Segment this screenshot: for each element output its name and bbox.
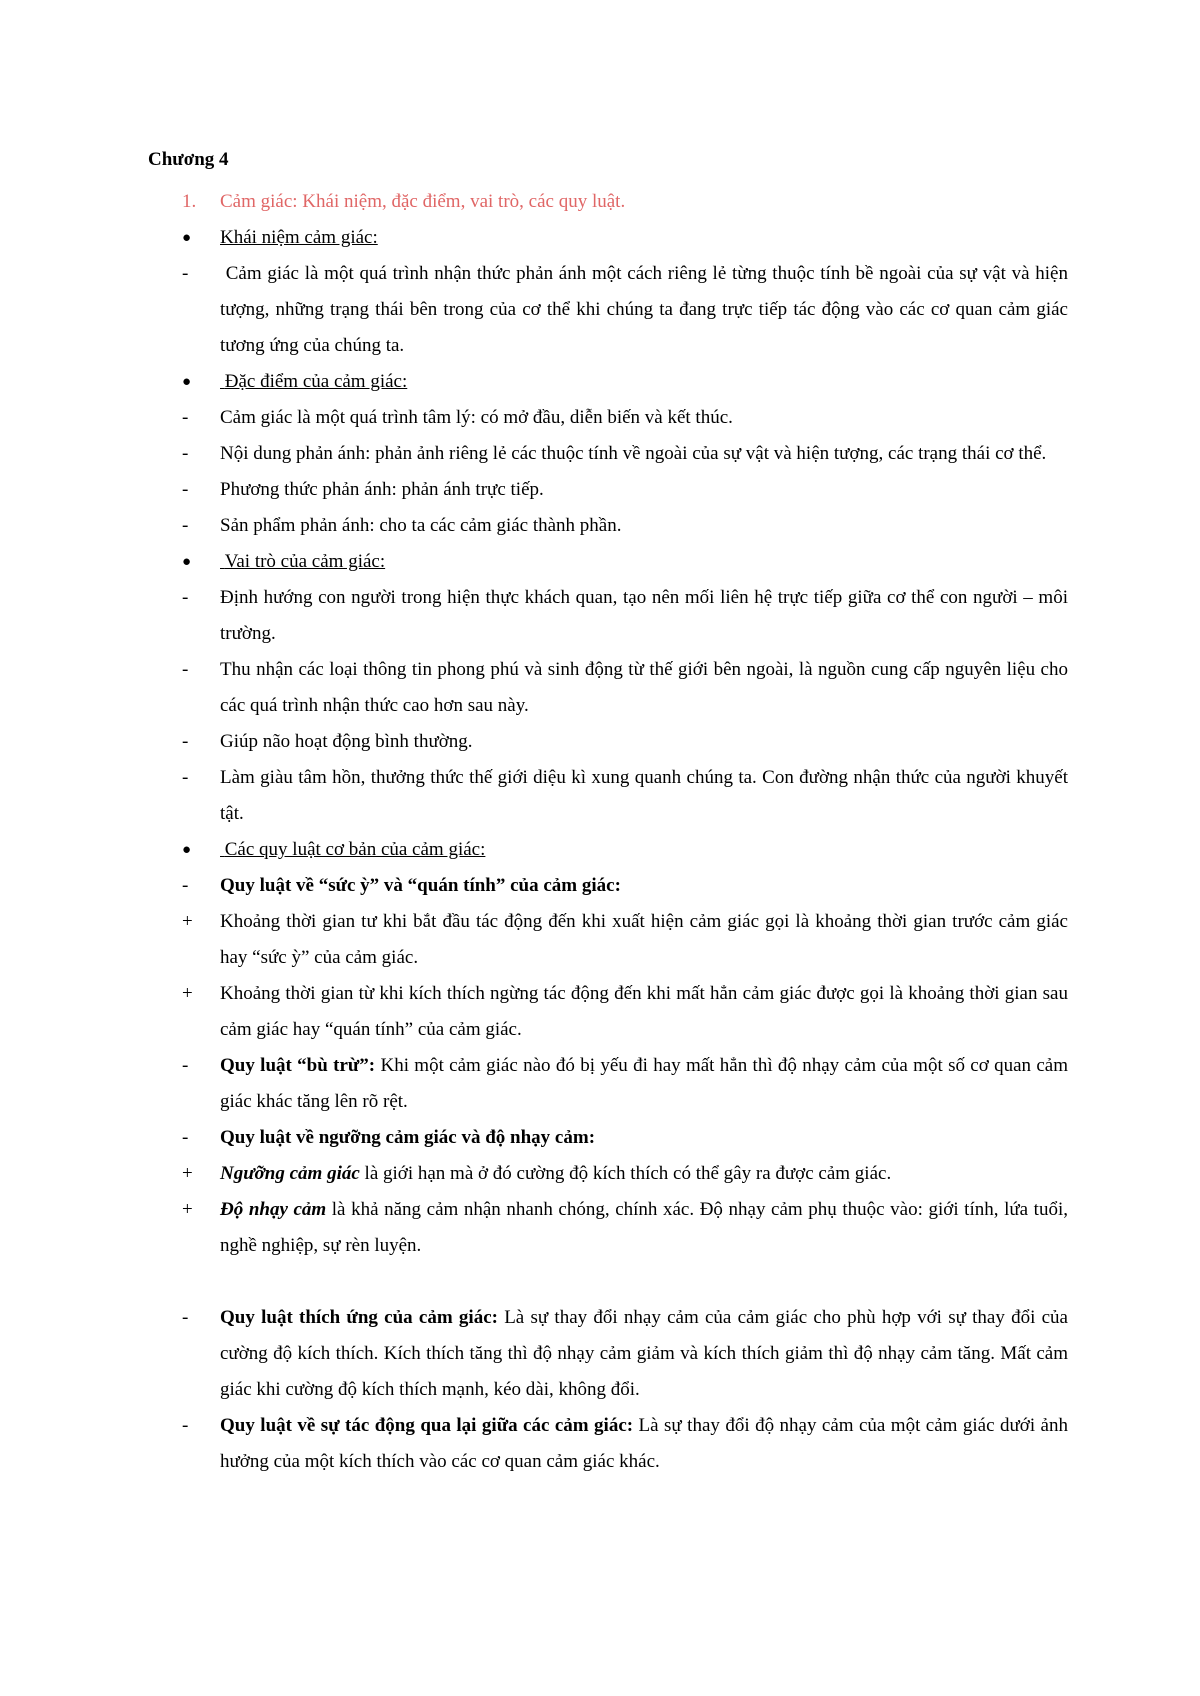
plus-marker: + bbox=[182, 1163, 193, 1184]
list-item bbox=[148, 652, 1068, 724]
law-description: Là sự thay đổi nhạy cảm của cảm giác cho phù hợp với sự thay đổi của cường độ kích thích. Kích thích tăng thì độ nhạy cảm giảm và kích thích giảm thì độ nhạy cảm tăng. Mất cảm giác khi cường độ kích thích mạnh, kéo dài, không đổi. bbox=[220, 1307, 1073, 1400]
list-item bbox=[148, 400, 1068, 436]
law-heading: Quy luật về ngưỡng cảm giác và độ nhạy cảm: bbox=[220, 1127, 596, 1148]
dash-marker: - bbox=[182, 767, 189, 788]
list-item bbox=[148, 508, 1068, 544]
dash-marker: - bbox=[182, 407, 189, 428]
law-heading: Quy luật thích ứng của cảm giác: bbox=[220, 1307, 498, 1328]
list-item bbox=[148, 580, 1068, 652]
list-item-text: Làm giàu tâm hồn, thưởng thức thế giới diệu kì xung quanh chúng ta. Con đường nhận thức của người khuyết tật. bbox=[220, 767, 1068, 824]
bullet-icon: ● bbox=[182, 230, 192, 246]
list-item-text bbox=[220, 1156, 1068, 1192]
list-item bbox=[148, 1192, 1073, 1264]
list-item bbox=[148, 724, 1068, 760]
bullet-heading bbox=[148, 220, 1068, 256]
list-item bbox=[148, 760, 1068, 832]
bullet-heading-text: Đặc điểm của cảm giác: bbox=[220, 371, 408, 392]
dash-marker: - bbox=[182, 1415, 189, 1436]
list-item bbox=[148, 1048, 1073, 1120]
plus-marker: + bbox=[182, 911, 193, 932]
list-item bbox=[148, 436, 1068, 472]
bullet-heading bbox=[148, 364, 1068, 400]
list-item-text: Cảm giác là một quá trình tâm lý: có mở đầu, diễn biến và kết thúc. bbox=[220, 407, 733, 428]
list-item bbox=[148, 1120, 1068, 1156]
law-description: Là sự thay đổi độ nhạy cảm của một cảm giác dưới ảnh hưởng của một kích thích vào các cơ quan cảm giác khác. bbox=[220, 1415, 1073, 1472]
chapter-title: Chương 4 bbox=[148, 149, 229, 170]
list-item-text bbox=[220, 1408, 1073, 1480]
bullet-icon: ● bbox=[182, 374, 192, 390]
dash-marker: - bbox=[182, 659, 189, 680]
plus-marker: + bbox=[182, 983, 193, 1004]
section-heading-text: Cảm giác: Khái niệm, đặc điểm, vai trò, các quy luật. bbox=[220, 191, 626, 212]
plus-marker: + bbox=[182, 1199, 193, 1220]
list-item bbox=[148, 976, 1068, 1048]
section-heading bbox=[148, 184, 1068, 220]
dash-marker: - bbox=[182, 443, 189, 464]
dash-marker: - bbox=[182, 1055, 189, 1076]
list-item-text bbox=[220, 1300, 1073, 1408]
term: Độ nhạy cảm bbox=[220, 1199, 327, 1220]
list-item-text: Khoảng thời gian từ khi kích thích ngừng tác động đến khi mất hẳn cảm giác được gọi là khoảng thời gian sau cảm giác hay “quán tính” của cảm giác. bbox=[220, 983, 1068, 1040]
bullet-icon: ● bbox=[182, 554, 192, 570]
law-description: Khi một cảm giác nào đó bị yếu đi hay mất hẳn thì độ nhạy cảm của một số cơ quan cảm giác khác tăng lên rõ rệt. bbox=[220, 1055, 1073, 1112]
list-item bbox=[148, 472, 1068, 508]
list-item-text: Định hướng con người trong hiện thực khách quan, tạo nên mối liên hệ trực tiếp giữa cơ thể con người – môi trường. bbox=[220, 587, 1068, 644]
list-item bbox=[148, 904, 1068, 976]
law-heading: Quy luật về “sức ỳ” và “quán tính” của cảm giác: bbox=[220, 875, 621, 896]
dash-marker: - bbox=[182, 1127, 189, 1148]
dash-marker: - bbox=[182, 587, 189, 608]
list-item-text: Khoảng thời gian tư khi bắt đầu tác động đến khi xuất hiện cảm giác gọi là khoảng thời gian trước cảm giác hay “sức ỳ” của cảm giác. bbox=[220, 911, 1068, 968]
dash-marker: - bbox=[182, 875, 189, 896]
list-item-text: Giúp não hoạt động bình thường. bbox=[220, 731, 473, 752]
list-item-text: Sản phẩm phản ánh: cho ta các cảm giác thành phần. bbox=[220, 515, 622, 536]
dash-marker: - bbox=[182, 515, 189, 536]
list-item-text bbox=[220, 1192, 1073, 1264]
term: Ngưỡng cảm giác bbox=[220, 1163, 360, 1184]
list-item-text: Phương thức phản ánh: phản ánh trực tiếp. bbox=[220, 479, 544, 500]
list-item-text: Thu nhận các loại thông tin phong phú và sinh động từ thế giới bên ngoài, là nguồn cung cấp nguyên liệu cho các quá trình nhận thức cao hơn sau này. bbox=[220, 659, 1068, 716]
dash-marker: - bbox=[182, 479, 189, 500]
term-definition: là giới hạn mà ở đó cường độ kích thích có thể gây ra được cảm giác. bbox=[359, 1163, 892, 1184]
dash-marker: - bbox=[182, 731, 189, 752]
law-heading: Quy luật về sự tác động qua lại giữa các cảm giác: bbox=[220, 1415, 634, 1436]
document-body bbox=[148, 142, 1073, 1480]
term-definition: là khả năng cảm nhận nhanh chóng, chính xác. Độ nhạy cảm phụ thuộc vào: giới tính, lứa tuổi, nghề nghiệp, sự rèn luyện. bbox=[220, 1199, 1073, 1256]
section-number: 1. bbox=[182, 191, 197, 212]
dash-marker: - bbox=[182, 263, 189, 284]
bullet-heading-text: Khái niệm cảm giác: bbox=[220, 227, 378, 248]
bullet-icon: ● bbox=[182, 842, 192, 858]
list-item-text bbox=[220, 1048, 1073, 1120]
bullet-heading-text: Vai trò của cảm giác: bbox=[220, 551, 386, 572]
list-item bbox=[148, 1156, 1068, 1192]
bullet-heading bbox=[148, 544, 1068, 580]
blank-line bbox=[148, 1264, 1068, 1300]
list-item bbox=[148, 256, 1073, 364]
list-item bbox=[148, 1300, 1073, 1408]
law-heading: Quy luật “bù trừ”: bbox=[220, 1055, 376, 1076]
dash-marker: - bbox=[182, 1307, 189, 1328]
list-item-text: Nội dung phản ánh: phản ảnh riêng lẻ các thuộc tính về ngoài của sự vật và hiện tượng, các trạng thái cơ thể. bbox=[220, 443, 1047, 464]
list-item bbox=[148, 868, 1068, 904]
list-item bbox=[148, 1408, 1073, 1480]
list-item-text: Cảm giác là một quá trình nhận thức phản ánh một cách riêng lẻ từng thuộc tính bề ngoài của sự vật và hiện tượng, những trạng thái bên trong của cơ thể khi chúng ta đang trực tiếp tác động vào các cơ quan cảm giác tương ứng của chúng ta. bbox=[220, 263, 1073, 356]
bullet-heading-text: Các quy luật cơ bản của cảm giác: bbox=[220, 839, 486, 860]
bullet-heading bbox=[148, 832, 1068, 868]
